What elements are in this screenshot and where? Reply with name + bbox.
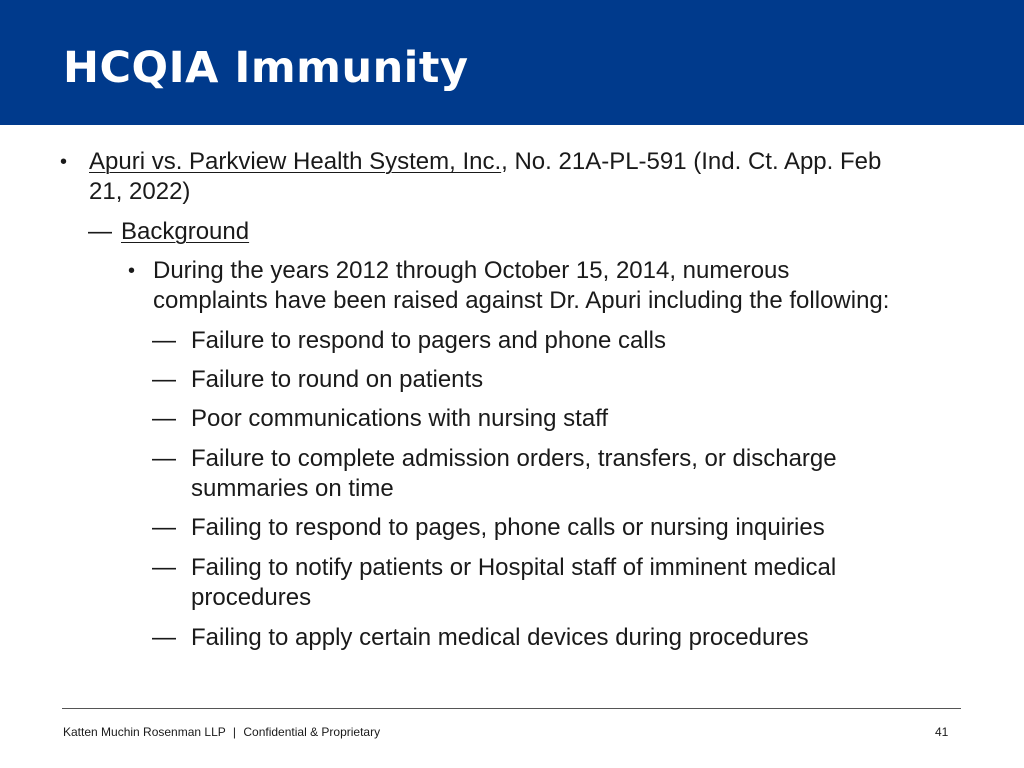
slide-title: HCQIA Immunity [63,43,469,93]
title-banner [0,0,1024,125]
intro-text: During the years 2012 through October 15, 2014, numerous [153,257,790,284]
case-name: Apuri vs. Parkview Health System, Inc. [89,148,502,175]
background-heading: Background [121,218,250,245]
footer-separator: | [232,725,237,739]
complaint-item-continued: summaries on time [191,475,394,502]
dash-marker: — [152,445,176,472]
complaint-item: Poor communications with nursing staff [191,405,609,432]
complaint-item: Failure to respond to pagers and phone calls [191,327,666,354]
complaint-item-continued: procedures [191,584,312,611]
complaint-item: Failing to notify patients or Hospital staff of imminent medical [191,554,837,581]
dash-marker: — [152,514,176,541]
complaint-item: Failing to apply certain medical devices during procedures [191,624,809,651]
bullet-dot: • [128,260,136,282]
dash-marker: — [152,554,176,581]
intro-text-continued: complaints have been raised against Dr. Apuri including the following: [153,287,890,314]
dash-marker: — [152,624,176,651]
footer-divider [62,708,961,709]
case-citation-text: , No. 21A-PL-591 (Ind. Ct. App. Feb [501,148,882,175]
footer-text [63,724,380,740]
page-number: 41 [935,725,949,739]
footer-confidential: Confidential & Proprietary [243,725,381,739]
bullet-dot: • [60,151,68,173]
case-citation [89,147,881,177]
dash-marker: — [88,218,112,245]
case-citation-continued: 21, 2022) [89,178,191,205]
dash-marker: — [152,327,176,354]
dash-marker: — [152,366,176,393]
complaint-item: Failure to complete admission orders, transfers, or discharge [191,445,837,472]
footer-firm: Katten Muchin Rosenman LLP [63,725,226,739]
complaint-item: Failing to respond to pages, phone calls or nursing inquiries [191,514,825,541]
dash-marker: — [152,405,176,432]
complaint-item: Failure to round on patients [191,366,484,393]
